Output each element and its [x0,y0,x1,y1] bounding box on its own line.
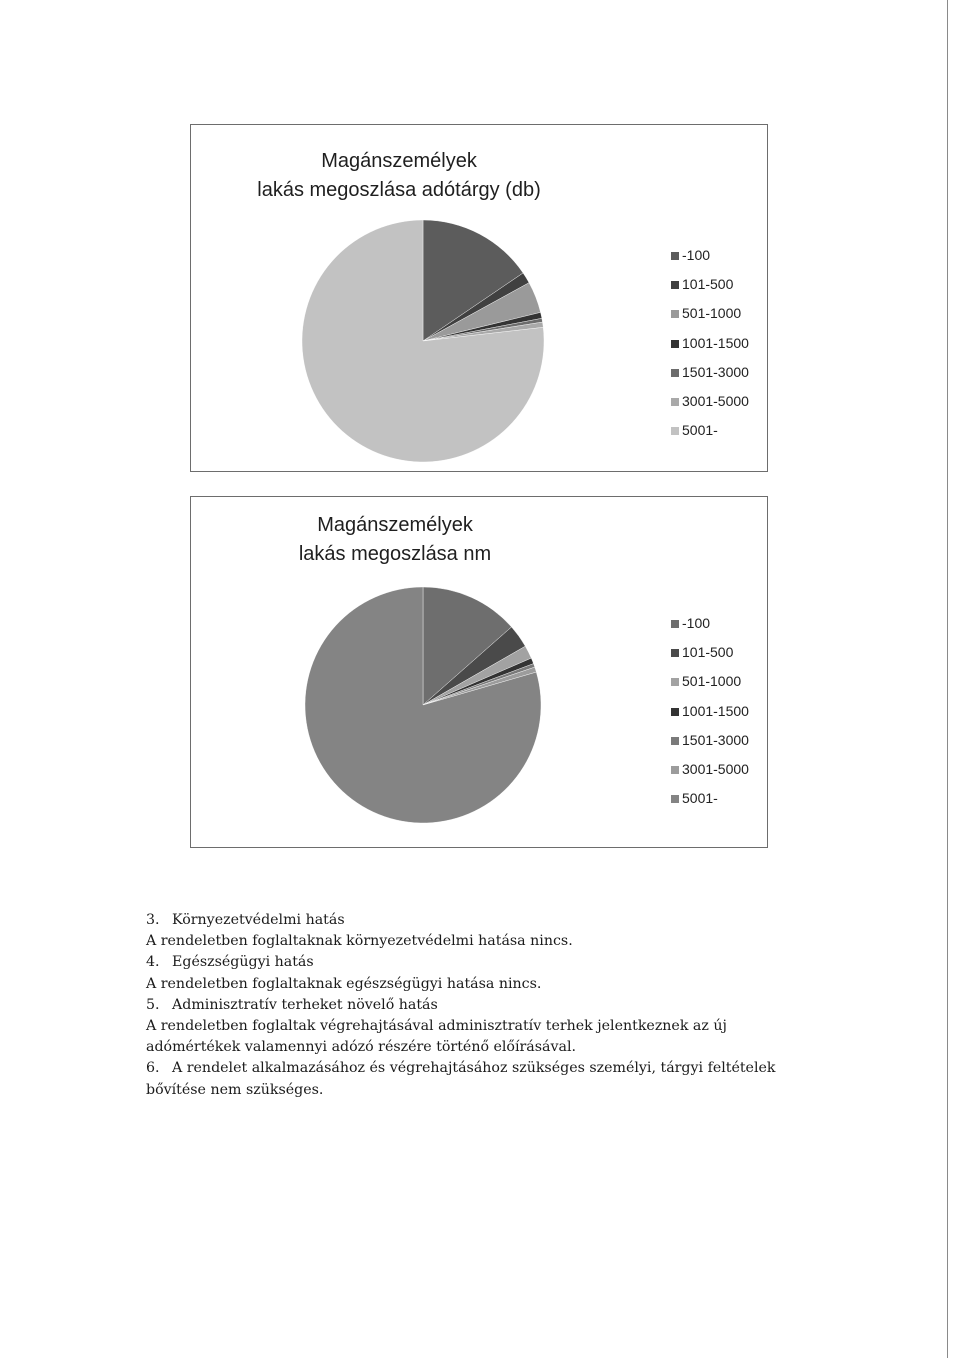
legend-item-5001 [671,416,749,445]
legend-item-100 [671,609,749,638]
legend-swatch [671,310,679,318]
legend-swatch [671,620,679,628]
legend-swatch [671,369,679,377]
legend-swatch [671,795,679,803]
chart-nm-pie [304,586,542,824]
section-6-body: bővítése nem szükséges. [146,1081,324,1098]
legend-item-1001-1500 [671,329,749,358]
legend-label: 3001-5000 [682,392,749,409]
legend-label: 501-1000 [682,305,742,322]
legend-label: 1501-3000 [682,731,749,748]
chart-db-title-line2: lakás megoszlása adótárgy (db) [257,179,541,201]
legend-item-1501-3000 [671,726,749,755]
legend-item-1001-1500 [671,697,749,726]
legend-label: 101-500 [682,276,734,293]
chart-db-pie [301,219,545,463]
legend-label: 5001- [682,790,718,807]
section-5-number: 5. [146,996,160,1013]
section-3-number: 3. [146,912,160,928]
legend-label: 5001- [682,422,718,439]
legend-label: 1501-3000 [682,363,749,380]
legend-item-501-1000 [671,299,749,328]
legend-item-101-500 [671,270,749,299]
section-4-title: Egészségügyi hatás [172,954,314,971]
chart-nm-title-line1: Magánszemélyek [317,514,473,536]
section-3-heading [146,910,786,931]
legend-swatch [671,678,679,686]
legend-swatch [671,398,679,406]
chart-db-legend [671,241,749,445]
legend-swatch [671,281,679,289]
section-5-body-line1: A rendeletben foglaltak végrehajtásával adminisztratív terhek jelentkeznek az új [146,1018,727,1035]
legend-label: 1001-1500 [682,334,749,351]
legend-label: 1001-1500 [682,702,749,719]
section-4-body: A rendeletben foglaltaknak egészségügyi hatása nincs. [146,975,542,992]
legend-label: -100 [682,615,711,631]
chart-db-title [191,147,607,205]
section-3-title: Környezetvédelmi hatás [172,912,345,928]
section-6-number: 6. [146,1060,160,1077]
chart-nm [190,496,768,848]
section-5-heading [146,995,786,1016]
chart-db [190,124,768,472]
chart-nm-title-line2: lakás megoszlása nm [298,543,492,565]
section-5-title: Adminisztratív terheket növelő hatás [172,996,438,1013]
legend-swatch [671,737,679,745]
legend-item-501-1000 [671,667,749,696]
legend-swatch [671,649,679,657]
legend-label: 501-1000 [682,673,742,690]
section-5-body-line2: adómértékek valamennyi adózó részére történő előírásával. [146,1039,577,1056]
section-4-heading [146,952,786,973]
legend-item-100 [671,241,749,270]
legend-item-3001-5000 [671,755,749,784]
legend-swatch [671,766,679,774]
legend-swatch [671,427,679,435]
legend-label: 3001-5000 [682,760,749,777]
legend-swatch [671,708,679,716]
section-6-title: A rendelet alkalmazásához és végrehajtásához szükséges személyi, tárgyi feltételek [172,1060,776,1077]
legend-swatch [671,252,679,260]
section-4-number: 4. [146,954,160,971]
legend-item-101-500 [671,638,749,667]
legend-item-3001-5000 [671,387,749,416]
legend-item-5001 [671,784,749,813]
legend-swatch [671,340,679,348]
legend-label: -100 [682,247,711,263]
chart-nm-title [191,511,599,569]
page-edge-line [947,0,948,1358]
section-6-heading [146,1058,786,1079]
section-3-body: A rendeletben foglaltaknak környezetvédelmi hatása nincs. [146,933,573,950]
chart-nm-legend [671,609,749,813]
impact-text [146,910,786,1101]
chart-db-title-line1: Magánszemélyek [321,150,477,172]
legend-label: 101-500 [682,644,734,661]
legend-item-1501-3000 [671,358,749,387]
